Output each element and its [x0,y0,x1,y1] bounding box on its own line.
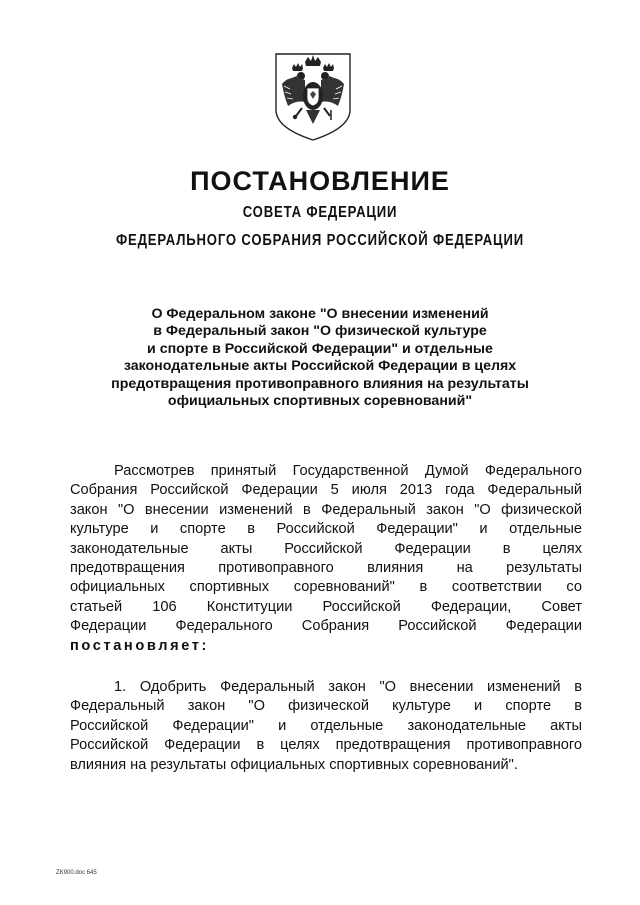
resolution-item-1 [70,678,582,775]
paragraph-line: законодательные акты Российской Федерации в целях [70,540,582,557]
document-title: ПОСТАНОВЛЕНИЕ [190,166,450,196]
paragraph-line: предотвращения противоправного влияния на результаты [70,560,582,577]
subject-line: законодательные акты Российской Федерации в целях [123,358,517,375]
issuing-body-line-1: СОВЕТА ФЕДЕРАЦИИ [242,204,398,221]
subject-line: и спорте в Российской Федерации" и отдельные [147,340,493,357]
subject-line: в Федеральный закон "О физической культуре [153,323,487,340]
paragraph-line: Собрания Российской Федерации 5 июля 2013 года Федеральный [70,482,582,499]
preamble-paragraph [70,462,582,656]
subject-line: предотвращения противоправного влияния на результаты [111,375,529,392]
russian-coat-of-arms-icon [272,50,354,142]
issuing-body-line-2: ФЕДЕРАЛЬНОГО СОБРАНИЯ РОССИЙСКОЙ ФЕДЕРАЦИИ [116,232,524,249]
paragraph-line: официальных спортивных соревнований" в соответствии со [70,579,582,596]
subject-line: официальных спортивных соревнований" [167,393,473,410]
document-subject [60,306,580,410]
paragraph-line: Российской Федерации" и отдельные законодательные акты [70,717,582,734]
paragraph-line: закон "О внесении изменений в Федеральный закон "О физической [70,501,582,518]
paragraph-line: влияния на результаты официальных спортивных соревнований". [70,756,518,773]
paragraph-line: Российской Федерации в целях предотвращения противоправного [70,737,582,754]
paragraph-line: Федеральный закон "О физической культуре и спорте в [70,698,582,715]
paragraph-line: культуре и спорте в Российской Федерации" и отдельные [70,521,582,538]
subject-line: О Федеральном законе "О внесении изменений [151,306,489,322]
paragraph-line: Федерации Федерального Собрания Российской Федерации [70,618,582,635]
decree-word: постановляет: [70,637,209,654]
paragraph-line: 1. Одобрить Федеральный закон "О внесении изменений в [114,679,582,695]
paragraph-line: Рассмотрев принятый Государственной Думой Федерального [114,463,582,479]
paragraph-line: статьей 106 Конституции Российской Федерации, Совет [70,598,582,615]
file-code: ZK900.doc 645 [56,870,97,876]
